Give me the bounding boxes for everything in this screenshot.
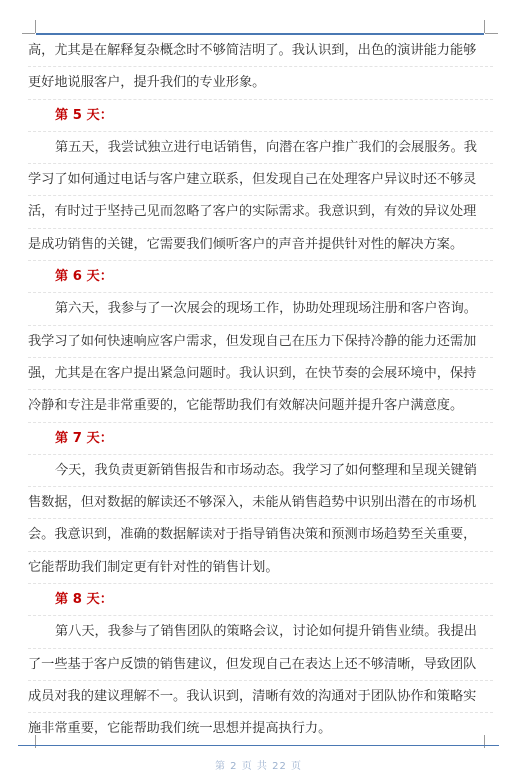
paragraph-line: 今天，我负责更新销售报告和市场动态。我学习了如何整理和呈现关键销: [28, 455, 493, 487]
paragraph-line: 它能帮助我们制定更有针对性的销售计划。: [28, 552, 493, 584]
paragraph-line: 第六天，我参与了一次展会的现场工作，协助处理现场注册和客户咨询。: [28, 293, 493, 325]
section-heading: 第 7 天：: [28, 423, 493, 455]
paragraph-line: 了一些基于客户反馈的销售建议，但发现自己在表达上还不够清晰，导致团队: [28, 649, 493, 681]
crop-mark-top-right-h: [485, 33, 498, 34]
paragraph-line: 会。我意识到，准确的数据解读对于指导销售决策和预测市场趋势至关重要，: [28, 519, 493, 551]
paragraph-line: 更好地说服客户，提升我们的专业形象。: [28, 67, 493, 99]
section-heading: 第 5 天：: [28, 100, 493, 132]
paragraph-line: 施非常重要，它能帮助我们统一思想并提高执行力。: [28, 713, 493, 745]
paragraph-line: 我学习了如何快速响应客户需求，但发现自己在压力下保持冷静的能力还需加: [28, 326, 493, 358]
paragraph-line: 是成功销售的关键，它需要我们倾听客户的声音并提供针对性的解决方案。: [28, 229, 493, 261]
paragraph-line: 成员对我的建议理解不一。我认识到，清晰有效的沟通对于团队协作和策略实: [28, 681, 493, 713]
crop-mark-top-right: [484, 20, 485, 33]
section-heading: 第 6 天：: [28, 261, 493, 293]
paragraph-line: 冷静和专注是非常重要的，它能帮助我们有效解决问题并提升客户满意度。: [28, 390, 493, 422]
page-number: 第 2 页 共 22 页: [215, 761, 302, 772]
paragraph-line: 学习了如何通过电话与客户建立联系，但发现自己在处理客户异议时还不够灵: [28, 164, 493, 196]
paragraph-line: 高，尤其是在解释复杂概念时不够简洁明了。我认识到，出色的演讲能力能够: [28, 35, 493, 67]
paragraph-line: 售数据，但对数据的解读还不够深入，未能从销售趋势中识别出潜在的市场机: [28, 487, 493, 519]
paragraph-line: 第八天，我参与了销售团队的策略会议，讨论如何提升销售业绩。我提出: [28, 616, 493, 648]
section-heading: 第 8 天：: [28, 584, 493, 616]
paragraph-line: 第五天，我尝试独立进行电话销售，向潜在客户推广我们的会展服务。我: [28, 132, 493, 164]
paragraph-line: 活，有时过于坚持己见而忽略了客户的实际需求。我意识到，有效的异议处理: [28, 196, 493, 228]
paragraph-line: 强，尤其是在客户提出紧急问题时。我认识到，在快节奏的会展环境中，保持: [28, 358, 493, 390]
crop-mark-top-left-h: [22, 33, 35, 34]
crop-mark-top-left: [35, 20, 36, 33]
footer-rule: [18, 745, 499, 746]
document-body: [28, 35, 493, 746]
